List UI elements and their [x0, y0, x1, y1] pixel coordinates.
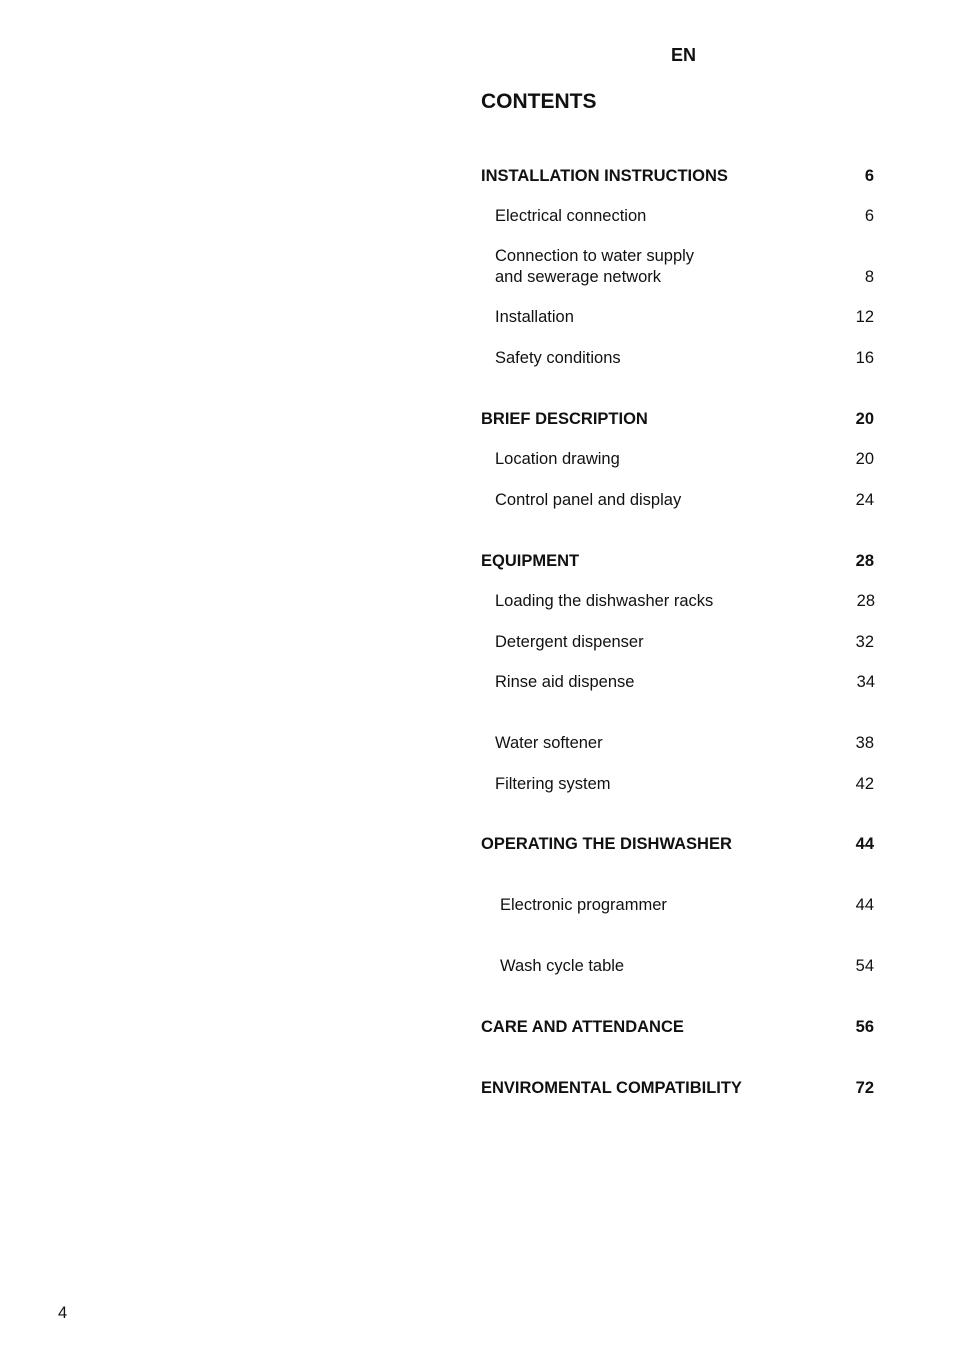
- toc-page-number: 6: [864, 167, 874, 185]
- toc-item-rinse-aid: Rinse aid dispense: [495, 673, 635, 691]
- toc-page-number: 56: [855, 1018, 874, 1036]
- toc-page-number: 20: [855, 410, 874, 428]
- toc-item-water-softener: Water softener: [495, 734, 603, 752]
- toc-section-brief-description: BRIEF DESCRIPTION: [481, 410, 648, 428]
- toc-section-installation-instructions: INSTALLATION INSTRUCTIONS: [481, 167, 728, 185]
- toc-item-detergent-dispenser: Detergent dispenser: [495, 633, 644, 651]
- toc-page-number: 44: [855, 896, 874, 914]
- toc-page-number: 16: [855, 349, 874, 367]
- toc-item-wash-cycle-table: Wash cycle table: [500, 957, 625, 975]
- toc-page-number: 54: [855, 957, 874, 975]
- toc-page-number: 12: [855, 308, 874, 326]
- toc-page-number: 32: [855, 633, 874, 651]
- page-title: CONTENTS: [481, 90, 597, 113]
- language-code: EN: [671, 45, 697, 65]
- toc-page-number: 28: [855, 552, 874, 570]
- toc-item-water-connection-line2: and sewerage network: [495, 268, 662, 286]
- toc-item-filtering-system: Filtering system: [495, 775, 611, 793]
- toc-page-number: 38: [855, 734, 874, 752]
- toc-item-loading-racks: Loading the dishwasher racks: [495, 592, 714, 610]
- toc-section-care: CARE AND ATTENDANCE: [481, 1018, 684, 1036]
- page-number: 4: [58, 1304, 68, 1322]
- toc-page-number: 34: [856, 673, 875, 691]
- toc-item-electronic-programmer: Electronic programmer: [500, 896, 667, 914]
- toc-page-number: 6: [864, 207, 874, 225]
- toc-item-control-panel: Control panel and display: [495, 491, 682, 509]
- toc-page-number: 42: [855, 775, 874, 793]
- toc-section-operating: OPERATING THE DISHWASHER: [481, 835, 732, 853]
- toc-item-location-drawing: Location drawing: [495, 450, 620, 468]
- toc-section-equipment: EQUIPMENT: [481, 552, 580, 570]
- toc-page-number: 44: [855, 835, 874, 853]
- toc-section-environmental: ENVIROMENTAL COMPATIBILITY: [481, 1079, 742, 1097]
- toc-item-water-connection-line1: Connection to water supply: [495, 247, 695, 265]
- toc-item-safety-conditions: Safety conditions: [495, 349, 621, 367]
- toc-page-number: 72: [855, 1079, 874, 1097]
- toc-page-number: 20: [855, 450, 874, 468]
- toc-page-number: 28: [856, 592, 875, 610]
- toc-item-electrical-connection: Electrical connection: [495, 207, 647, 225]
- toc-page-number: 24: [855, 491, 874, 509]
- toc-item-installation: Installation: [495, 308, 574, 326]
- toc-page-number: 8: [864, 268, 874, 286]
